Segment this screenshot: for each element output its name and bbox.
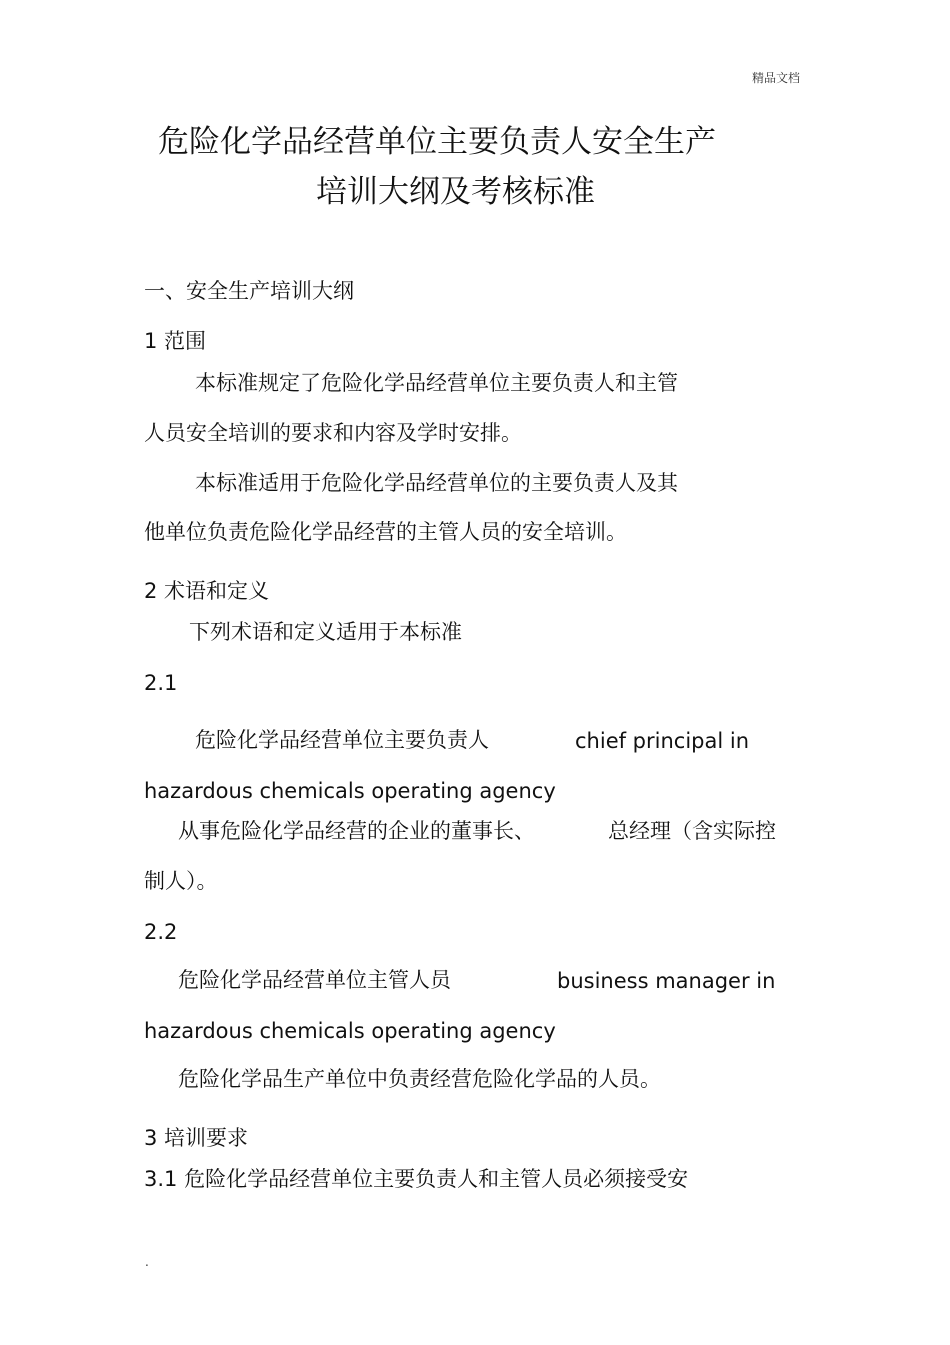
section-heading: 一、安全生产培训大纲 [144, 279, 354, 303]
term-english: hazardous chemicals operating agency [144, 1019, 556, 1043]
heading-terms: 2 术语和定义 [144, 579, 270, 603]
heading-scope: 1 范围 [144, 329, 207, 353]
term-english: business manager in [557, 969, 776, 993]
paragraph-line: 本标准规定了危险化学品经营单位主要负责人和主管 [195, 371, 678, 395]
term-number: 2.1 [144, 671, 178, 695]
doc-title-line2: 培训大纲及考核标准 [316, 174, 595, 210]
header-tag: 精品文档 [752, 71, 801, 85]
paragraph-line: 下列术语和定义适用于本标准 [189, 620, 462, 644]
paragraph-line: 人员安全培训的要求和内容及学时安排。 [144, 421, 522, 445]
doc-title-line1: 危险化学品经营单位主要负责人安全生产 [158, 124, 716, 160]
footer-mark: . [145, 1255, 149, 1269]
paragraph-line: 本标准适用于危险化学品经营单位的主要负责人及其 [195, 471, 678, 495]
term-english: hazardous chemicals operating agency [144, 779, 556, 803]
paragraph-line: 3.1 危险化学品经营单位主要负责人和主管人员必须接受安 [144, 1167, 689, 1191]
heading-training: 3 培训要求 [144, 1126, 249, 1150]
term-definition: 危险化学品生产单位中负责经营危险化学品的人员。 [178, 1067, 661, 1091]
term-chinese: 危险化学品经营单位主管人员 [178, 968, 451, 992]
term-definition: 制人）。 [144, 869, 218, 893]
term-english: chief principal in [575, 729, 750, 753]
term-chinese: 危险化学品经营单位主要负责人 [195, 728, 489, 752]
paragraph-line: 他单位负责危险化学品经营的主管人员的安全培训。 [144, 520, 627, 544]
term-definition: 从事危险化学品经营的企业的董事长、 [178, 819, 535, 843]
term-number: 2.2 [144, 920, 178, 944]
term-definition: 总经理（含实际控 [608, 819, 776, 843]
